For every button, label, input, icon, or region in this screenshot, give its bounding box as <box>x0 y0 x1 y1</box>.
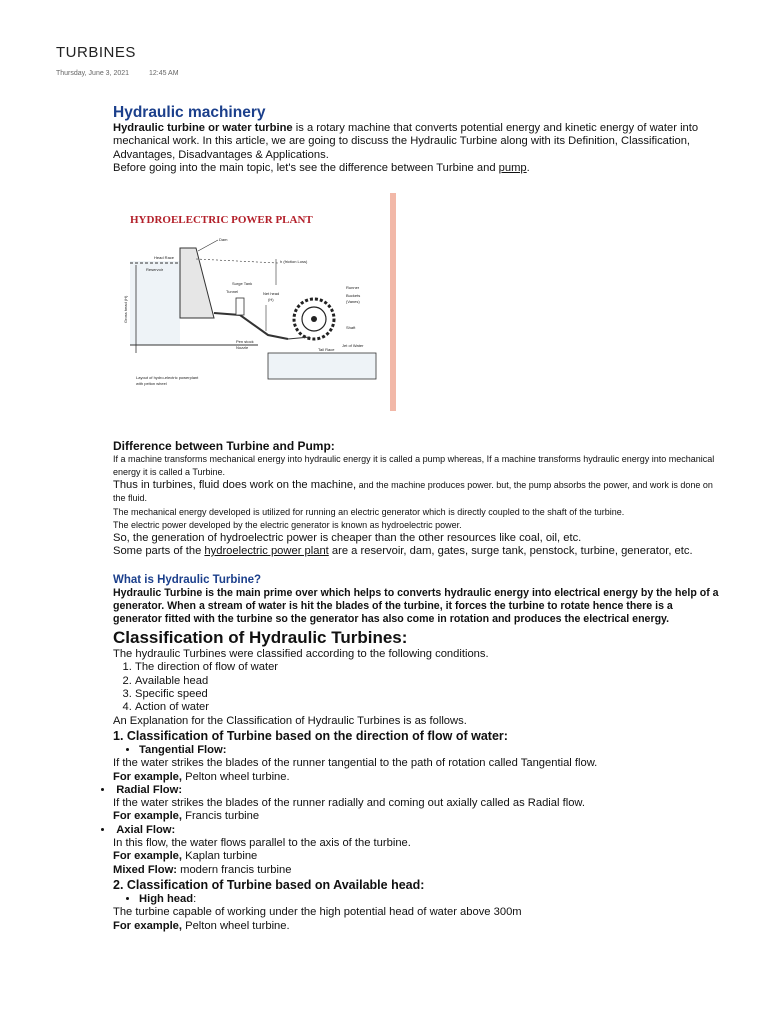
high-head-title: • High head: <box>139 893 723 906</box>
high-head-example: For example, Pelton wheel turbine. <box>113 919 290 932</box>
intro-text-2b: . <box>526 161 530 174</box>
intro-text: is a rotary machine that converts potential energy and kinetic energy of water into mechanical work. In this article, we are going to discuss the Hydraulic Turbine along with its Definition, Classification, Advantages, Disadvantages & Applications. <box>113 122 699 161</box>
intro-paragraph <box>113 122 723 162</box>
axial-bullet <box>101 824 723 837</box>
penstock-label: Pen stock <box>236 339 254 345</box>
radial-example: For example, Francis turbine <box>113 810 260 823</box>
shaft-label: Shaft <box>346 325 356 331</box>
net-head-symbol: (H) <box>268 297 274 303</box>
dam-shape <box>180 248 214 318</box>
page-date: Thursday, June 3, 2021 <box>56 70 130 77</box>
head-race-label: Head Race <box>154 255 175 261</box>
difference-p6 <box>113 545 723 558</box>
vanes-label: (Vanes) <box>346 299 360 305</box>
tangential-example: For example, Pelton wheel turbine. <box>113 770 290 783</box>
difference-p6b: are a reservoir, dam, gates, surge tank, penstock, turbine, generator, etc. <box>328 545 693 558</box>
page-title: TURBINES <box>56 44 136 61</box>
penstock-pipe <box>214 313 288 339</box>
intro-paragraph-2 <box>113 162 723 175</box>
runner-label: Runner <box>346 285 360 291</box>
nozzle-label: Nozzle <box>236 345 249 351</box>
classification-intro: The hydraulic Turbines were classified according to the following conditions. <box>113 648 489 661</box>
difference-p1: If a machine transforms mechanical energy into hydraulic energy it is called a pump whereas, If a machine transforms hydraulic energy into mechanical energy it is called a Turbine. <box>113 454 715 478</box>
gross-head-label: Gross head (H) <box>123 295 128 324</box>
water-jet <box>288 337 310 339</box>
pelton-wheel-shaft <box>311 316 317 322</box>
section2-heading: 2. Classification of Turbine based on Available head: <box>113 877 425 892</box>
mixed-flow: Mixed Flow: modern francis turbine <box>113 863 292 876</box>
radial-title: • Radial Flow: <box>101 784 723 797</box>
difference-p2 <box>113 479 723 506</box>
caption-line-2: with pelton wheel <box>136 381 167 387</box>
classification-explanation: An Explanation for the Classification of Hydraulic Turbines is as follows. <box>113 714 467 727</box>
difference-p2a: Thus in turbines, fluid does work on the machine, <box>113 479 357 492</box>
tunnel-label: Tunnel <box>226 289 239 295</box>
intro-text-2a: Before going into the main topic, let's see the difference between Turbine and <box>113 161 499 174</box>
axial-example: For example, Kaplan turbine <box>113 850 258 863</box>
net-head-label: Net head <box>263 291 280 297</box>
axial-title: • Axial Flow: <box>101 824 723 837</box>
tail-race-water <box>268 353 376 379</box>
dam-label: Dam <box>219 237 228 243</box>
list-item: 3. Specific speed <box>135 688 723 701</box>
classification-heading: Classification of Hydraulic Turbines: <box>113 628 408 648</box>
note-content <box>113 104 723 933</box>
pump-link[interactable]: pump <box>498 161 527 174</box>
difference-p4: The electric power developed by the electric generator is known as hydroelectric power. <box>113 519 462 530</box>
difference-p5: So, the generation of hydroelectric power is cheaper than the other resources like coal, oil, etc. <box>113 531 582 544</box>
page-meta <box>56 70 197 77</box>
radial-bullet <box>101 784 723 797</box>
axial-text: In this flow, the water flows parallel to the axis of the turbine. <box>113 837 411 850</box>
difference-p2b: and the machine produces power. but, the pump absorbs the power, and work is done on the fluid. <box>113 480 713 504</box>
high-head-text: The turbine capable of working under the high potential head of water above 300m <box>113 906 522 919</box>
power-plant-link[interactable]: hydroelectric power plant <box>204 545 329 558</box>
caption-line-1: Layout of hydro-electric powerplant <box>136 375 199 381</box>
figure-edge-strip <box>390 193 396 411</box>
section1-heading: 1. Classification of Turbine based on the direction of flow of water: <box>113 728 508 743</box>
high-head-bullet <box>113 893 723 906</box>
reservoir-water <box>130 261 180 345</box>
what-is-heading: What is Hydraulic Turbine? <box>113 574 262 587</box>
list-item: 1. The direction of flow of water <box>135 661 723 674</box>
tangential-bullet <box>113 744 723 757</box>
page-time: 12:45 AM <box>148 70 179 77</box>
hydroelectric-diagram <box>118 193 396 411</box>
tail-race-label: Tail Race <box>318 347 335 353</box>
friction-label: h (friction Loss) <box>280 259 308 265</box>
intro-term: Hydraulic turbine or water turbine <box>113 122 293 134</box>
buckets-label: Buckets <box>346 293 361 299</box>
radial-text: If the water strikes the blades of the runner radially and coming out axially called as Radial flow. <box>113 797 585 810</box>
difference-p3: The mechanical energy developed is utilized for running an electric generator which is directly coupled to the shaft of the turbine. <box>113 506 625 517</box>
classification-list <box>113 661 723 714</box>
energy-line <box>196 259 278 263</box>
diagram-title: HYDROELECTRIC POWER PLANT <box>130 214 313 227</box>
tangential-text: If the water strikes the blades of the runner tangential to the path of rotation called Tangential flow. <box>113 757 598 770</box>
diagram-svg <box>118 193 390 411</box>
reservoir-label: Reservoir <box>146 267 164 273</box>
dam-leader <box>198 240 218 251</box>
what-is-text: Hydraulic Turbine is the main prime over which helps to converts hydraulic energy into electrical energy by the help of a generator. When a stream of water is hit the blades of the turbine, it forces the turbine to rotate hence there is a generator fitted with the turbine so the generator has also come in rotation and produces the electrical energy. <box>113 587 719 625</box>
difference-heading: Difference between Turbine and Pump: <box>113 439 335 454</box>
surge-tank-label: Surge Tank <box>232 281 253 287</box>
list-item: 4. Action of water <box>135 701 723 714</box>
intro-heading: Hydraulic machinery <box>113 104 266 121</box>
list-item: 2. Available head <box>135 675 723 688</box>
surge-tank <box>236 298 244 315</box>
jet-label: Jet of Water <box>342 343 364 349</box>
difference-p6a: Some parts of the <box>113 545 205 558</box>
tangential-title: • Tangential Flow: <box>139 744 723 757</box>
